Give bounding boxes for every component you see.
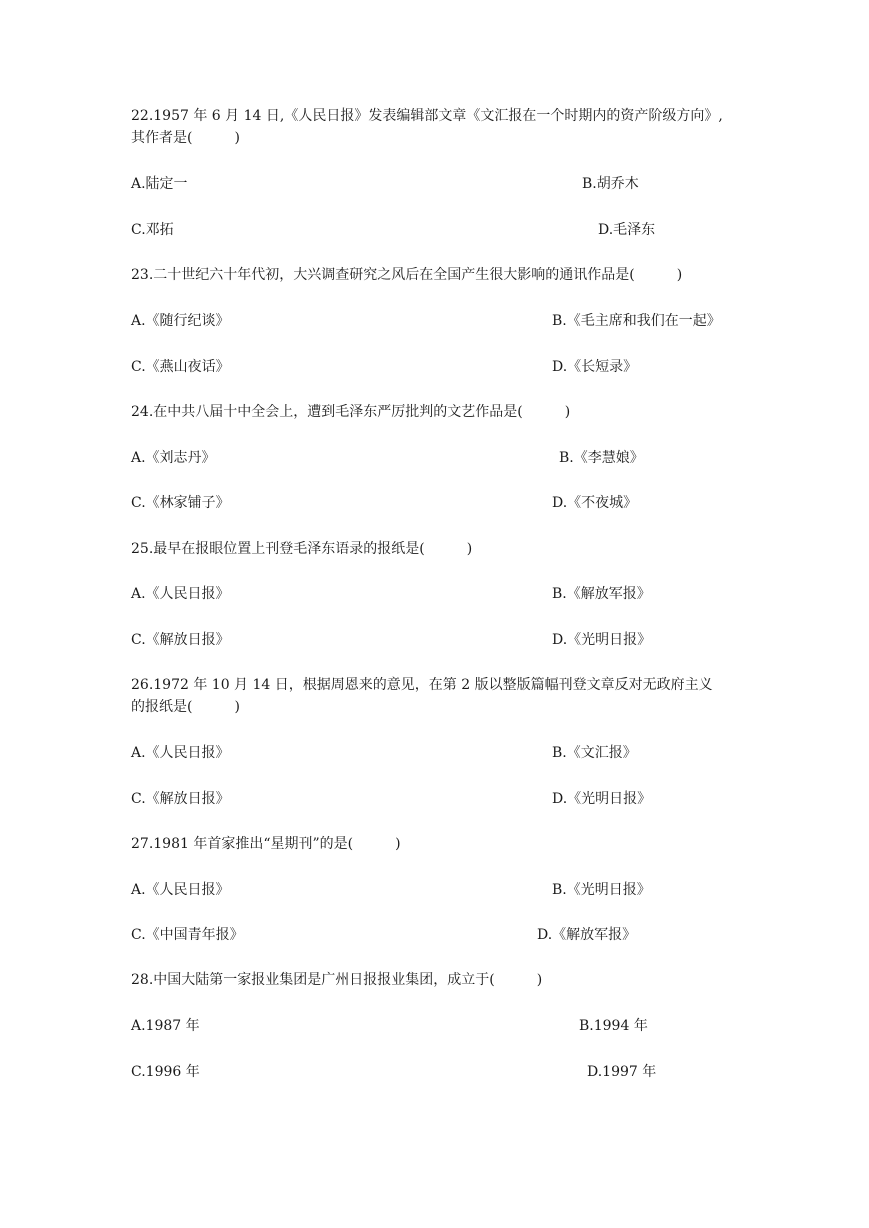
question-26-stem-line-1: 26.1972 年 10 月 14 日，根据周恩来的意见，在第 2 版以整版篇幅刊登文章反对无政府主义 [131,677,713,693]
question-23-option-b: B.《毛主席和我们在一起》 [552,313,721,329]
question-22-option-b: B.胡乔木 [582,176,639,192]
question-26-option-b: B.《文汇报》 [552,745,637,761]
question-23-option-c: C.《燕山夜话》 [131,359,230,375]
question-28-stem-line-1: 28.中国大陆第一家报业集团是广州日报报业集团，成立于( ) [131,972,543,988]
question-22-stem-line-2: 其作者是( ) [131,130,240,146]
question-25-option-c: C.《解放日报》 [131,632,230,648]
question-27-stem-line-1: 27.1981 年首家推出“星期刊”的是( ) [131,836,401,852]
question-28-option-b: B.1994 年 [579,1018,648,1034]
question-25-option-b: B.《解放军报》 [552,586,651,602]
question-23-option-a: A.《随行纪谈》 [131,313,230,329]
question-24-option-d: D.《不夜城》 [552,495,638,511]
question-26-option-c: C.《解放日报》 [131,791,230,807]
question-28-option-d: D.1997 年 [587,1064,657,1080]
question-28-option-a: A.1987 年 [131,1018,200,1034]
question-22-option-a: A.陆定一 [131,176,188,192]
question-27-option-c: C.《中国青年报》 [131,927,244,943]
question-24-stem-line-1: 24.在中共八届十中全会上，遭到毛泽东严厉批判的文艺作品是( ) [131,404,571,420]
question-24-option-b: B.《李慧娘》 [559,450,644,466]
question-25-option-a: A.《人民日报》 [131,586,230,602]
question-22-stem-line-1: 22.1957 年 6 月 14 日,《人民日报》发表编辑部文章《文汇报在一个时期内的资产阶级方向》, [131,108,723,124]
question-25-option-d: D.《光明日报》 [552,632,652,648]
question-27-option-d: D.《解放军报》 [537,927,637,943]
question-27-option-b: B.《光明日报》 [552,882,651,898]
question-23-stem-line-1: 23.二十世纪六十年代初，大兴调查研究之风后在全国产生很大影响的通讯作品是( ) [131,267,683,283]
question-22-option-d: D.毛泽东 [598,222,656,238]
question-27-option-a: A.《人民日报》 [131,882,230,898]
question-23-option-d: D.《长短录》 [552,359,638,375]
question-28-option-c: C.1996 年 [131,1064,200,1080]
question-26-option-d: D.《光明日报》 [552,791,652,807]
question-26-option-a: A.《人民日报》 [131,745,230,761]
question-22-option-c: C.邓拓 [131,222,174,238]
question-25-stem-line-1: 25.最早在报眼位置上刊登毛泽东语录的报纸是( ) [131,541,473,557]
question-24-option-a: A.《刘志丹》 [131,450,216,466]
question-26-stem-line-2: 的报纸是( ) [131,699,240,715]
question-24-option-c: C.《林家铺子》 [131,495,230,511]
